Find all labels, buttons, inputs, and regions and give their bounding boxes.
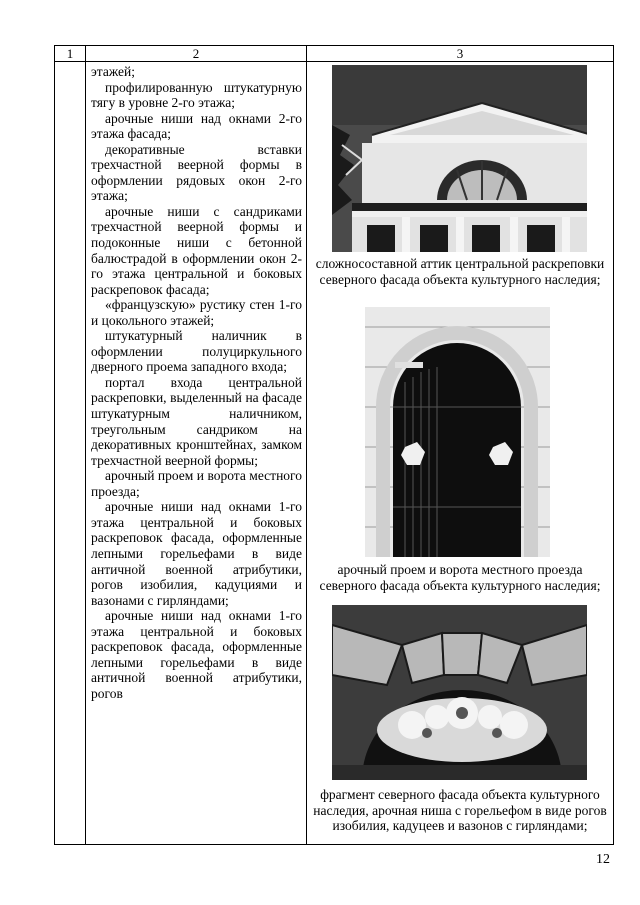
body-col-1	[55, 62, 86, 845]
relief-photo	[332, 605, 587, 780]
header-col-1: 1	[55, 46, 86, 62]
text-paragraph: штукатурный наличник в оформлении полуциркульного дверного проема западного входа;	[91, 328, 302, 375]
text-paragraph: портал входа центральной раскреповки, выделенный на фасаде штукатурным наличником, треугольным сандриком на декоративных кронштейнах, замком трехчастной веерной формы;	[91, 374, 302, 468]
table-header-row	[55, 46, 614, 62]
text-paragraph: арочные ниши с сандриками трехчастной веерной формы и подоконные ниши с бетонной балюстрадой в оформлении окон 2-го этажа центральной и боковых раскреповок фасада;	[91, 203, 302, 297]
text-paragraph: этажей;	[91, 64, 135, 79]
table-body-row	[55, 62, 614, 845]
gate-photo-image	[365, 307, 550, 557]
text-paragraph: арочный проем и ворота местного проезда;	[91, 468, 302, 499]
relief-photo-image	[332, 605, 587, 780]
text-paragraph: арочные ниши над окнами 1-го этажа центральной и боковых раскреповок фасада, оформленные лепными горельефами в виде античной военной атрибутики, рогов изобилия, кадуциями и вазонами с гирляндами;	[91, 499, 302, 608]
body-col-2-text	[86, 62, 307, 845]
caption-relief: фрагмент северного фасада объекта культурного наследия, арочная ниша с горельефом в виде рогов изобилия, кадуцеев и вазонов с гирляндами;	[313, 787, 607, 833]
caption-gate: арочный проем и ворота местного проезда северного фасада объекта культурного наследия;	[319, 562, 601, 593]
body-col-3-photos	[307, 62, 614, 845]
text-paragraph: арочные ниши над окнами 1-го этажа центральной и боковых раскреповок фасада, оформленные лепными горельефами в виде античной военной атрибутики, рогов	[91, 608, 302, 701]
page-number: 12	[596, 852, 610, 867]
text-paragraph: арочные ниши над окнами 2-го этажа фасада;	[91, 110, 302, 142]
text-paragraph: декоративные вставки трехчастной веерной формы в оформлении рядовых окон 2-го этажа;	[91, 141, 302, 204]
heritage-table	[54, 45, 614, 845]
header-col-3: 3	[307, 46, 614, 62]
header-col-2: 2	[86, 46, 307, 62]
caption-attic: сложносоставной аттик центральной раскреповки северного фасада объекта культурного наследия;	[315, 256, 605, 287]
text-paragraph: профилированную штукатурную тягу в уровне 2-го этажа;	[91, 79, 302, 111]
attic-photo	[332, 65, 587, 252]
attic-photo-image	[332, 65, 587, 252]
gate-photo	[365, 307, 550, 557]
text-paragraph: «французскую» рустику стен 1-го и цокольного этажей;	[91, 297, 302, 328]
